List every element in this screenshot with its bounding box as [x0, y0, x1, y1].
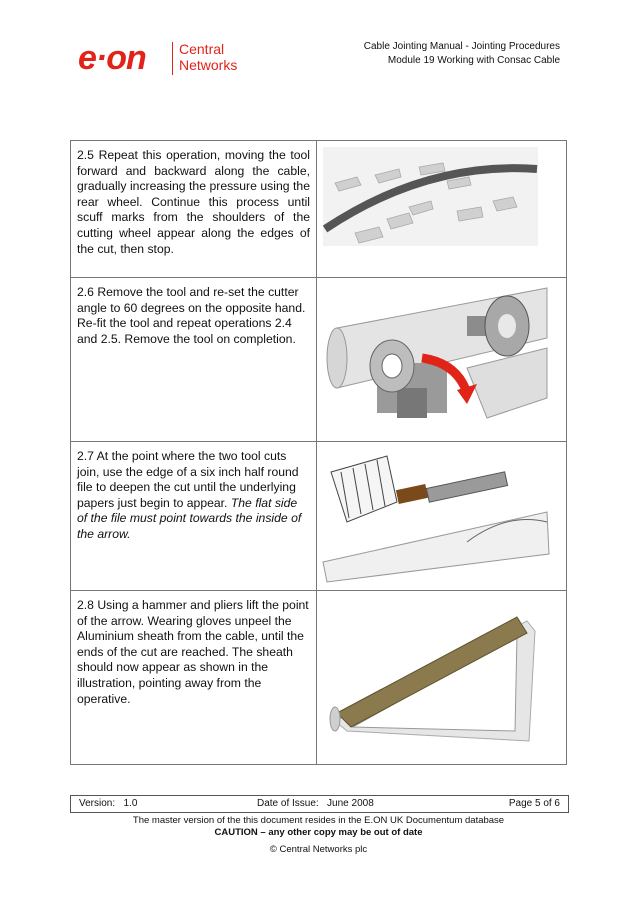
caution-note: CAUTION – any other copy may be out of date — [214, 827, 423, 838]
step-body: At the point where the two tool cuts join, use the edge of a six inch half round file to deepen the cut until the underlying papers just begin to appear. — [77, 449, 299, 510]
step-text — [71, 278, 317, 442]
step-image — [317, 591, 567, 765]
version-info — [79, 796, 137, 812]
procedure-table — [70, 140, 567, 765]
step-image — [317, 141, 567, 278]
step-text — [71, 141, 317, 278]
table-row — [71, 442, 567, 591]
issue-date-info — [257, 796, 374, 812]
version-label: Version: — [79, 798, 116, 809]
version-value: 1.0 — [123, 798, 138, 809]
logo-line-2: Networks — [179, 57, 238, 73]
gloved-hand-with-file-illustration — [317, 442, 566, 585]
page-number: Page 5 of 6 — [508, 798, 560, 809]
logo-brand: e·on — [78, 39, 146, 77]
logo-line-1: Central — [179, 41, 225, 57]
table-row — [71, 278, 567, 442]
step-note: The flat side of the file must point towards the inside of the arrow. — [77, 495, 302, 541]
step-body: Using a hammer and pliers lift the point of the arrow. Wearing gloves unpeel the Aluminium sheath from the cable, until the ends of the cut are reached. The sheath should now appear as shown in the illustration, pointing away from the operative. — [77, 598, 309, 706]
logo-divider — [172, 42, 173, 75]
step-text — [71, 442, 317, 591]
module-title: Module 19 Working with Consac Cable — [387, 55, 560, 66]
document-header — [364, 40, 560, 68]
company-logo — [78, 40, 248, 78]
step-number: 2.8 — [77, 598, 94, 612]
step-number: 2.5 — [77, 148, 94, 162]
table-row — [71, 141, 567, 278]
footer-version-box — [70, 795, 569, 813]
step-body: Repeat this operation, moving the tool forward and backward along the cable, gradually increasing the pressure using the rear wheel. Continue this process until scuff marks from the shoulders of the cutting wheel appear along the edges of the cut, then stop. — [77, 148, 310, 256]
step-number: 2.7 — [77, 449, 94, 463]
step-image — [317, 442, 567, 591]
document-title: Cable Jointing Manual - Jointing Procedures — [363, 41, 560, 52]
step-number: 2.6 — [77, 285, 94, 299]
step-image — [317, 278, 567, 442]
table-row — [71, 591, 567, 765]
step-text — [71, 591, 317, 765]
logo-text — [179, 41, 237, 73]
peeled-sheath-arrow-illustration — [317, 591, 566, 759]
date-label: Date of Issue: — [257, 798, 319, 809]
master-note: The master version of the this document resides in the E.ON UK Documentum database — [132, 815, 505, 826]
copyright: © Central Networks plc — [269, 844, 368, 855]
date-value: June 2008 — [327, 798, 374, 809]
step-body: Remove the tool and re-set the cutter angle to 60 degrees on the opposite hand. Re-fit the tool and repeat operations 2.4 and 2.5. Remove the tool on completion. — [77, 285, 306, 346]
cutting-tool-on-cable-illustration — [317, 278, 566, 436]
cable-scuff-marks-illustration — [317, 141, 566, 272]
